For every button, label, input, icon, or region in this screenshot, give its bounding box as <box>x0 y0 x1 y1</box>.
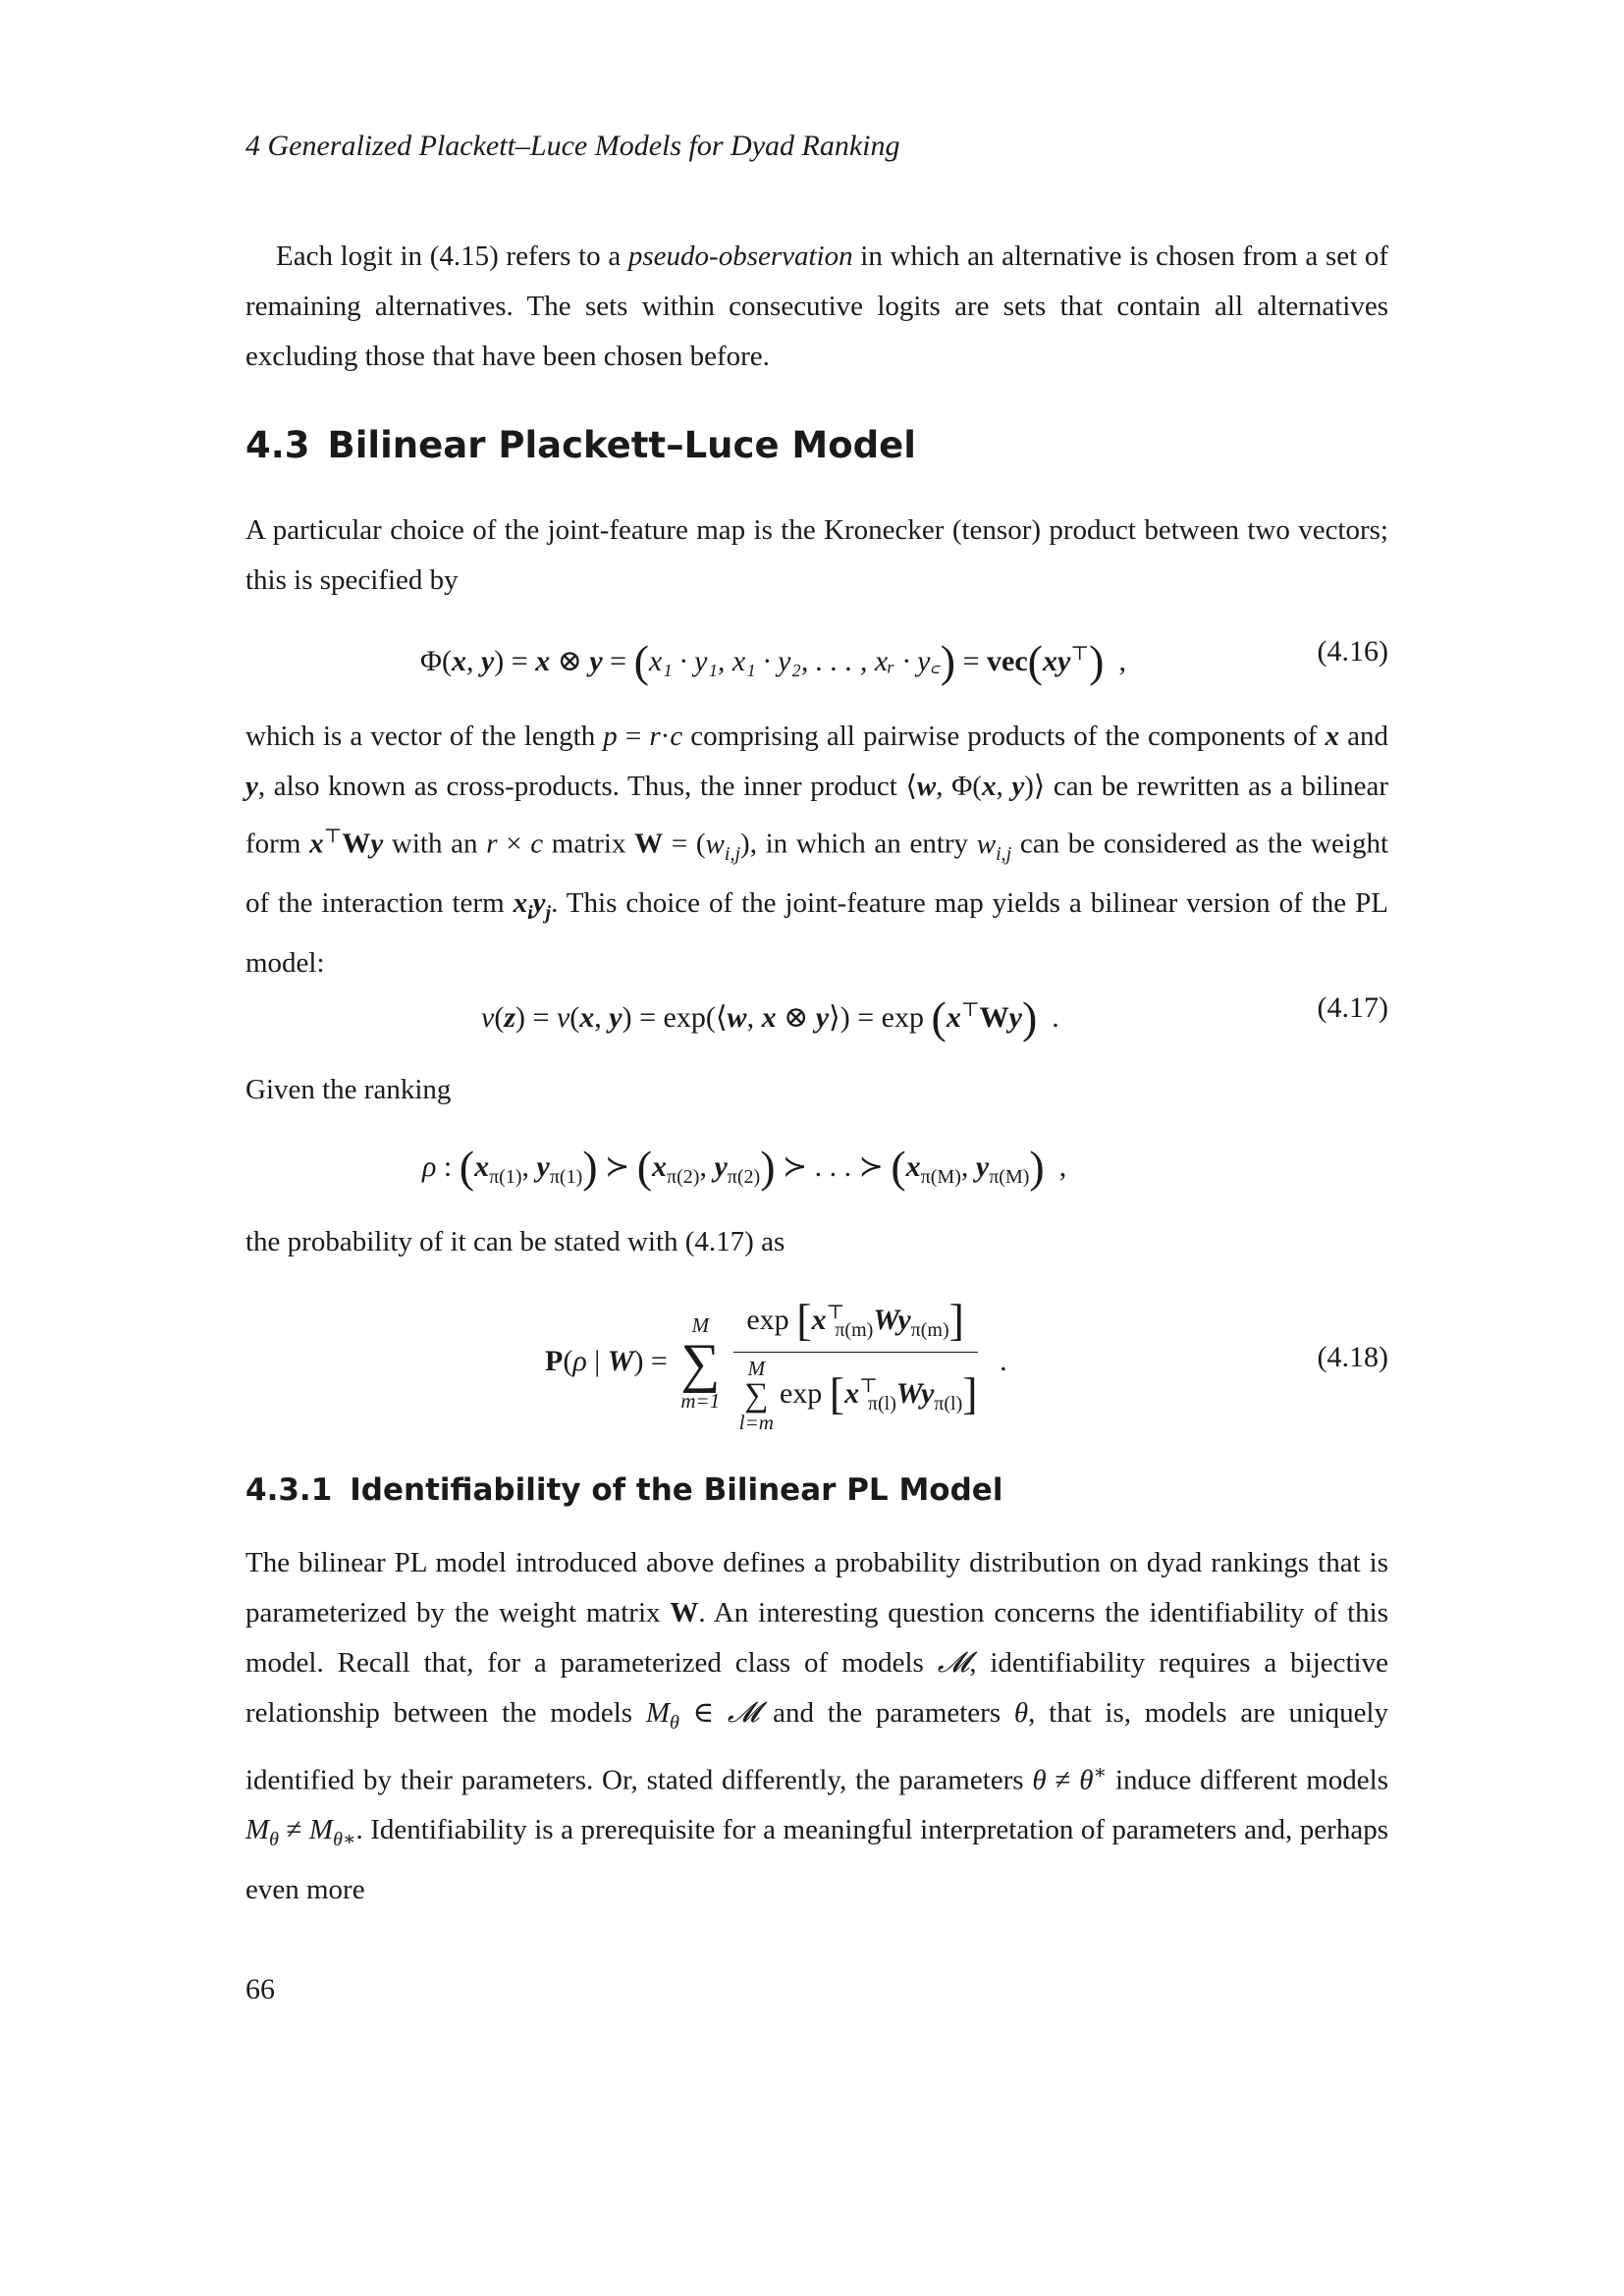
section-heading: 4.3 Bilinear Plackett–Luce Model <box>245 424 916 466</box>
equation-4-17-body: v(z) = v(x, y) = exp(⟨w, x ⊗ y⟩) = exp (x⊤Wy) . <box>481 992 1059 1042</box>
equation-4-16-body: Φ(x, y) = x ⊗ y = (x₁ · y₁, x₁ · y₂, . . . , xᵣ · y꜀) = vec(xy⊤) , <box>420 636 1126 686</box>
running-head: 4 Generalized Plackett–Luce Models for Dyad Ranking <box>245 130 900 162</box>
equation-number: (4.17) <box>1317 991 1388 1024</box>
after-ranking-text: the probability of it can be stated with (4.17) as <box>245 1226 785 1257</box>
paragraph-2: which is a vector of the length p = r·c comprising all pairwise products of the components of x and y, also known as cross-products. Thus, the inner product ⟨w, Φ(x, y)⟩ can be rewritten as a bilinear form x⊤Wy with an r × c matrix $W = (w_{i,j})$, in which an entry $w_{i,j}$ can be considered as the weight of the interaction term $x_iy_j$. This choice of the joint-feature map yields a bilinear version of the PL model: <box>245 721 1389 980</box>
paragraph-1: A particular choice of the joint-feature map is the Kronecker (tensor) product between two vectors; this is specified by <box>245 514 1388 596</box>
equation-4-18-body: P(ρ | W) = M ∑ m=1 $\exp [x^⊤_{\pi(m)}Wy_{\pi(m)}]$ M ∑ l=m $\exp [x^⊤_{\pi(l)}Wy_{\pi(l)}]$ . <box>545 1295 1007 1434</box>
summation: M ∑ m=1 <box>680 1313 721 1413</box>
equation-4-18 <box>245 1294 1388 1434</box>
page-number: 66 <box>245 1973 275 2005</box>
equation-number: (4.18) <box>1317 1341 1388 1373</box>
fraction: $\exp [x^⊤_{\pi(m)}Wy_{\pi(m)}]$ M ∑ l=m $\exp [x^⊤_{\pi(l)}Wy_{\pi(l)}]$ <box>733 1294 978 1433</box>
equation-number: (4.16) <box>1317 635 1388 667</box>
intro-paragraph: Each logit in (4.15) refers to a pseudo-observation in which an alternative is chosen from a set of remaining alternatives. The sets within consecutive logits are sets that contain all alternatives excluding those that have been chosen before. <box>245 240 1388 372</box>
emphasis-text: pseudo-observation <box>627 240 853 272</box>
ranking-expression-body: ρ : ($x_{\pi(1)}$, $y_{\pi(1)}$) ≻ ($x_{\pi(2)}$, $y_{\pi(2)}$) ≻ . . . ≻ ($x_{\pi(M)}$, $y_{\pi(M)}$) , <box>422 1142 1067 1192</box>
paragraph-3: The bilinear PL model introduced above defines a probability distribution on dyad rankings that is parameterized by the weight matrix W. An interesting question concerns the identifiability of this model. Recall that, for a parameterized class of models 𝓜, identifiability requires a bijective relationship between the models $M_\theta$ ∈ 𝓜 and the parameters θ, that is, models are uniquely identified by their parameters. Or, stated differently, the parameters θ ≠ θ∗ induce different models $M_\theta \ne M_{\theta∗}$. Identifiability is a prerequisite for a meaningful interpretation of parameters and, perhaps even more <box>245 1547 1388 1906</box>
given-text: Given the ranking <box>245 1074 452 1105</box>
subsection-heading: 4.3.1 Identifiability of the Bilinear PL Model <box>245 1472 1003 1508</box>
inner-summation: M ∑ l=m <box>738 1357 774 1434</box>
